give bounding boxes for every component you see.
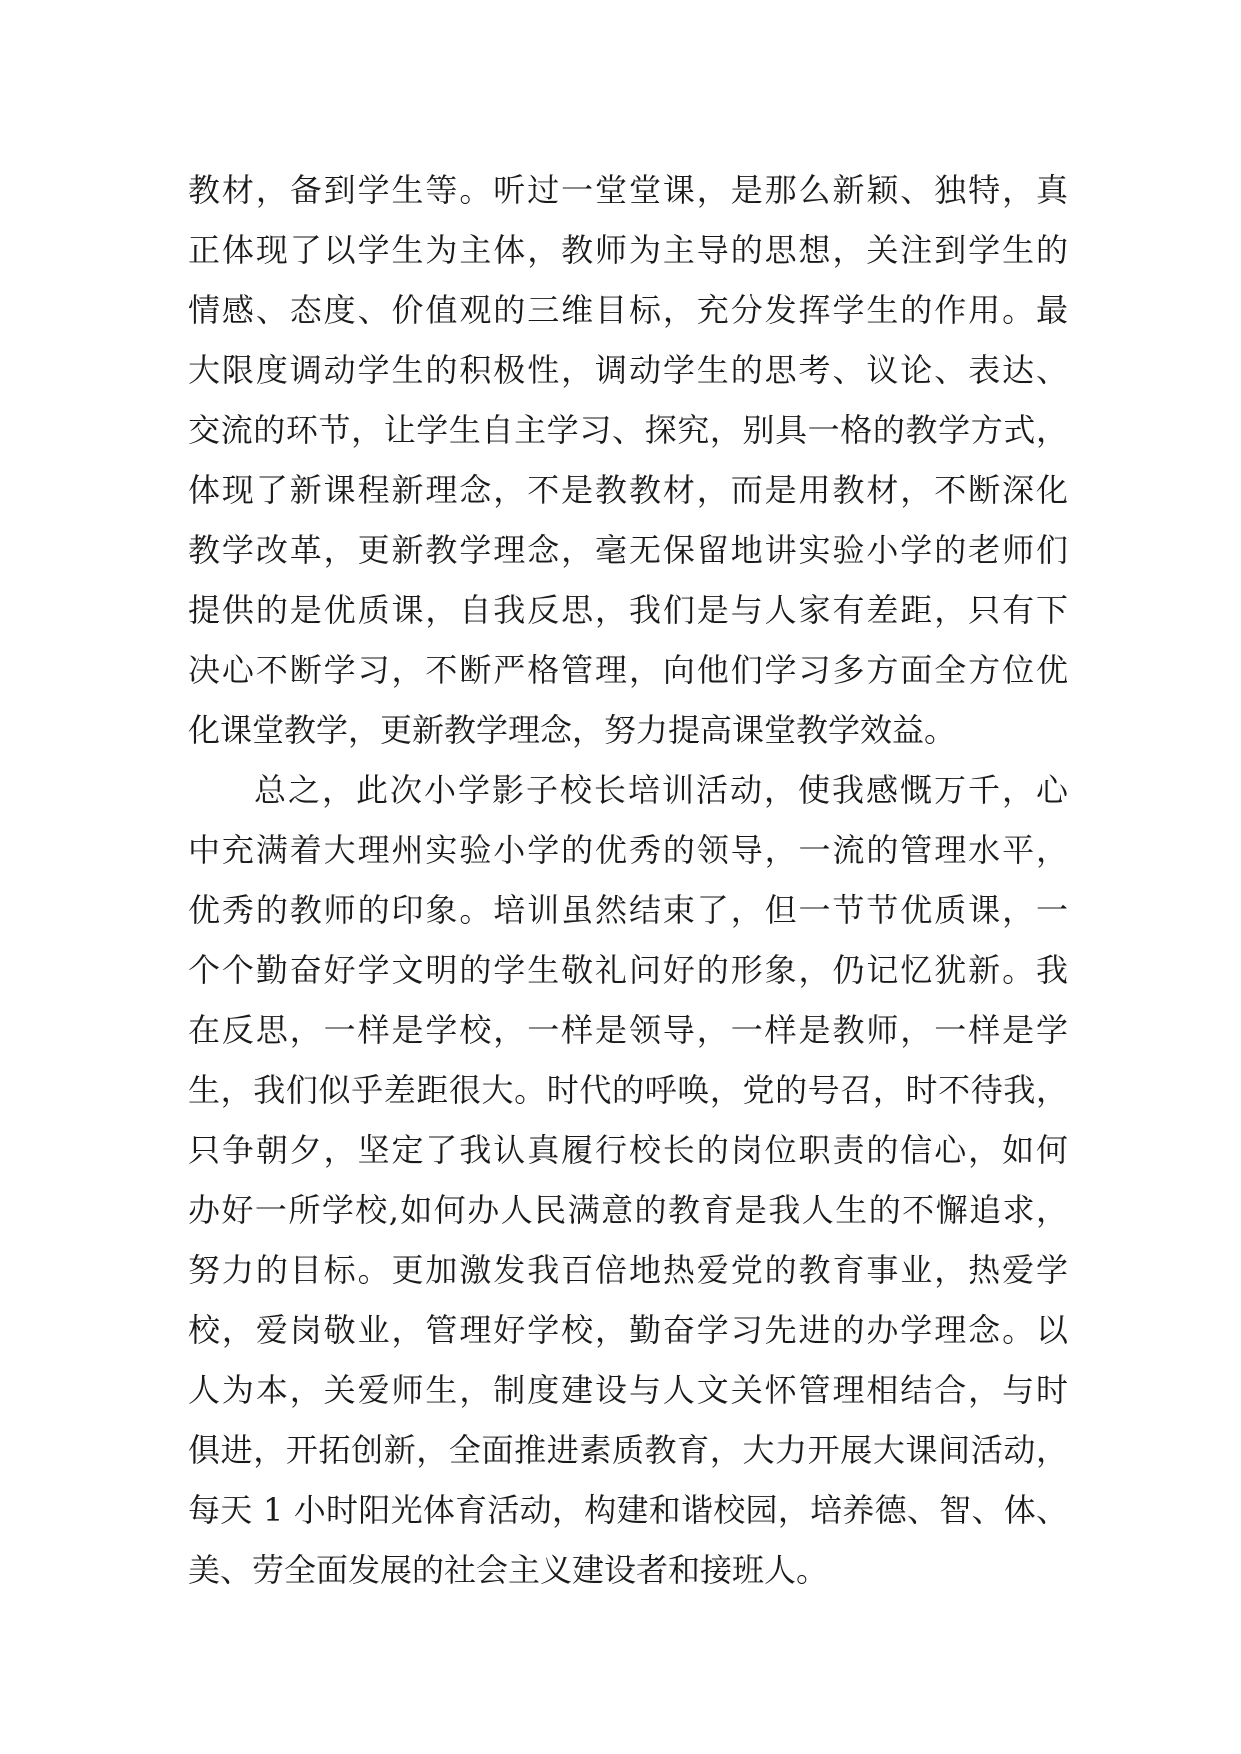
text-line: 教材，备到学生等。听过一堂堂课，是那么新颖、独特，真 bbox=[188, 171, 1068, 209]
text-line: 个个勤奋好学文明的学生敬礼问好的形象，仍记忆犹新。我 bbox=[188, 951, 1068, 989]
text-line: 中充满着大理州实验小学的优秀的领导，一流的管理水平， bbox=[188, 831, 1068, 869]
text-line: 提供的是优质课，自我反思，我们是与人家有差距，只有下 bbox=[188, 591, 1068, 629]
text-line: 每天 1 小时阳光体育活动，构建和谐校园，培养德、智、体、 bbox=[188, 1491, 1068, 1529]
document-body bbox=[188, 160, 1068, 1600]
text-line: 正体现了以学生为主体，教师为主导的思想，关注到学生的 bbox=[188, 231, 1068, 269]
text-line: 俱进，开拓创新，全面推进素质教育，大力开展大课间活动， bbox=[188, 1431, 1068, 1469]
text-line: 优秀的教师的印象。培训虽然结束了，但一节节优质课，一 bbox=[188, 891, 1068, 929]
text-line: 总之，此次小学影子校长培训活动，使我感慨万千，心 bbox=[254, 771, 1068, 809]
paragraph-1 bbox=[188, 160, 1068, 760]
text-line: 大限度调动学生的积极性，调动学生的思考、议论、表达、 bbox=[188, 351, 1068, 389]
text-line: 人为本，关爱师生，制度建设与人文关怀管理相结合，与时 bbox=[188, 1371, 1068, 1409]
text-line: 教学改革，更新教学理念，毫无保留地讲实验小学的老师们 bbox=[188, 531, 1068, 569]
text-line: 生，我们似乎差距很大。时代的呼唤，党的号召，时不待我， bbox=[188, 1071, 1068, 1109]
text-line: 体现了新课程新理念，不是教教材，而是用教材，不断深化 bbox=[188, 471, 1068, 509]
text-line: 美、劳全面发展的社会主义建设者和接班人。 bbox=[188, 1551, 829, 1589]
text-line: 交流的环节，让学生自主学习、探究，别具一格的教学方式， bbox=[188, 411, 1068, 449]
text-line: 决心不断学习，不断严格管理，向他们学习多方面全方位优 bbox=[188, 651, 1068, 689]
text-line: 情感、态度、价值观的三维目标，充分发挥学生的作用。最 bbox=[188, 291, 1068, 329]
paragraph-2 bbox=[188, 760, 1068, 1600]
text-line: 只争朝夕，坚定了我认真履行校长的岗位职责的信心，如何 bbox=[188, 1131, 1068, 1169]
text-line: 在反思，一样是学校，一样是领导，一样是教师，一样是学 bbox=[188, 1011, 1068, 1049]
text-line: 化课堂教学，更新教学理念，努力提高课堂教学效益。 bbox=[188, 711, 957, 749]
text-line: 校，爱岗敬业，管理好学校，勤奋学习先进的办学理念。以 bbox=[188, 1311, 1068, 1349]
text-line: 办好一所学校,如何办人民满意的教育是我人生的不懈追求， bbox=[188, 1191, 1068, 1229]
text-line: 努力的目标。更加激发我百倍地热爱党的教育事业，热爱学 bbox=[188, 1251, 1068, 1289]
